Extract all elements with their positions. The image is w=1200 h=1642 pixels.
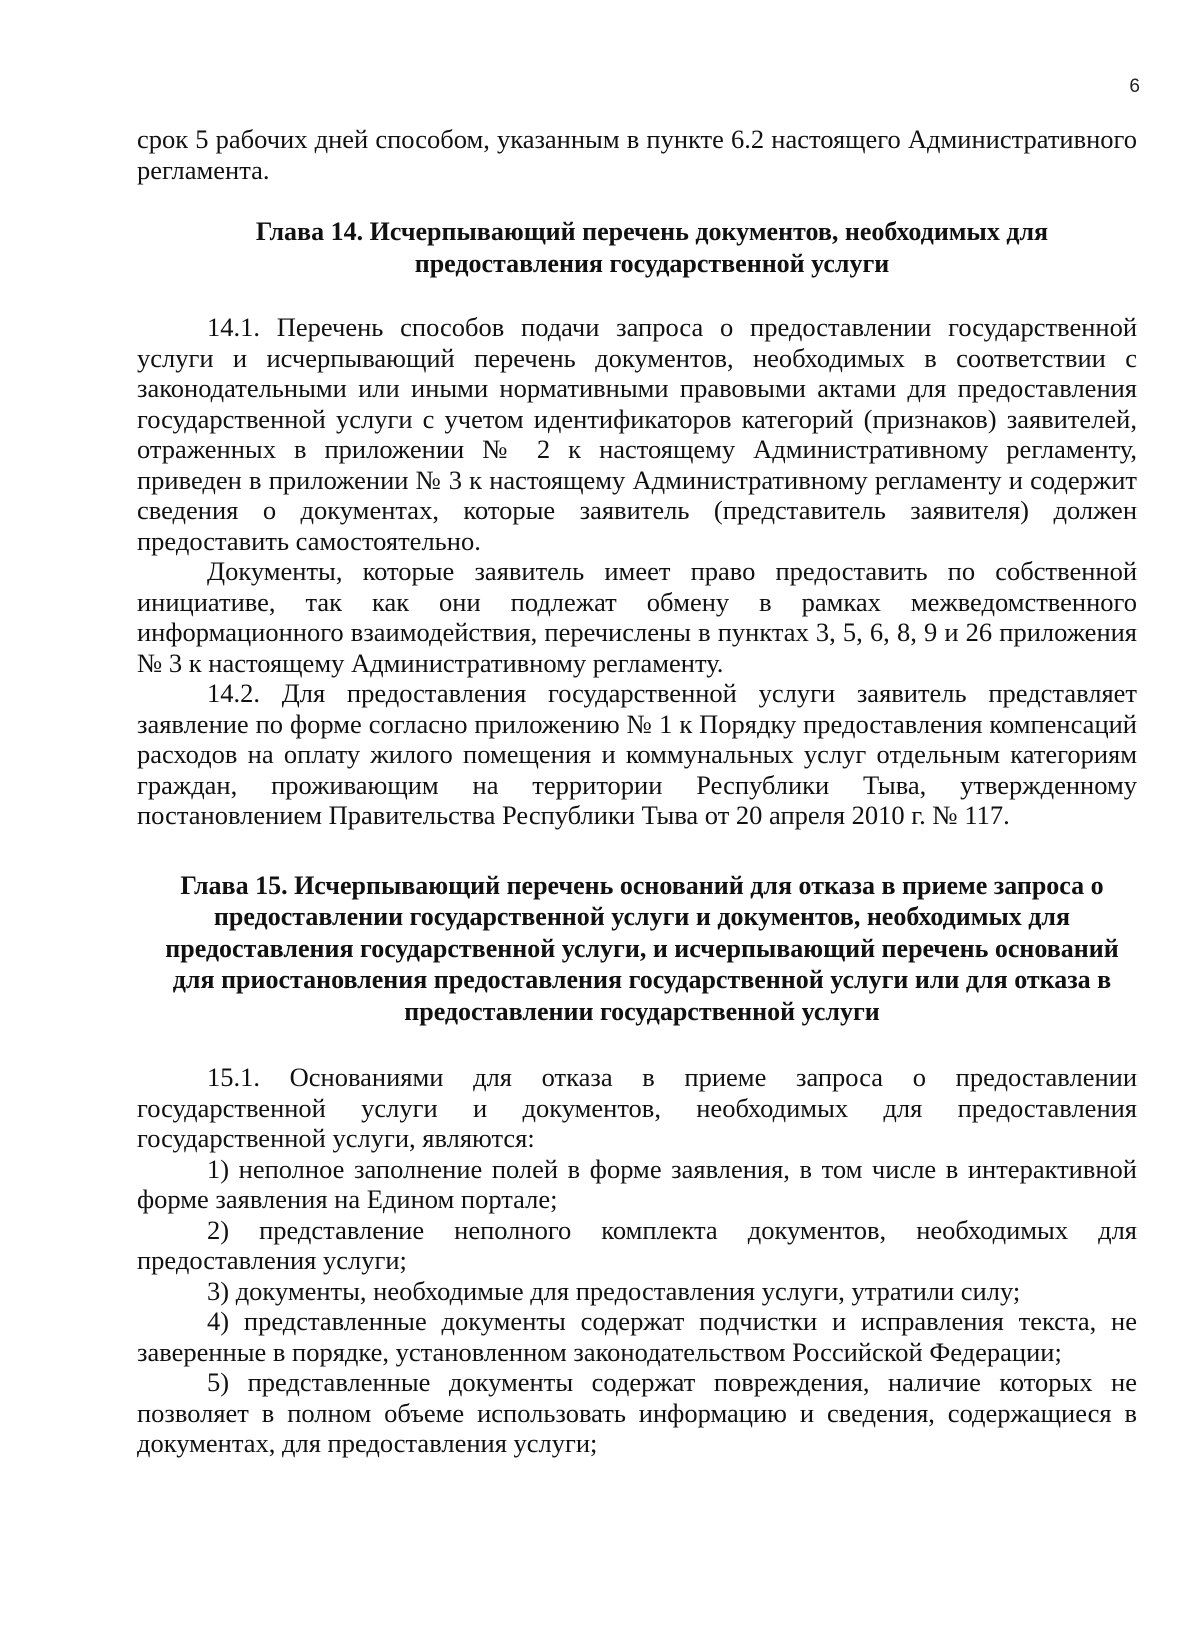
list-item-5: 5) представленные документы содержат повреждения, наличие которых не позволяет в полном объеме использовать информацию и сведения, содержащиеся в документах, для предоставления услуги; [137, 1367, 1137, 1458]
paragraph-14-1: 14.1. Перечень способов подачи запроса о предоставлении государственной услуги и исчерпывающий перечень документов, необходимых в соответствии с законодательными или иными нормативными правовыми актами для предоставления государственной услуги с учетом идентификаторов категорий (признаков) заявителей, отраженных в приложении № 2 к настоящему Административному регламенту, приведен в приложении № 3 к настоящему Административному регламенту и содержит сведения о документах, которые заявитель (представитель заявителя) должен предоставить самостоятельно. [137, 312, 1137, 556]
page-number: 6 [1129, 76, 1140, 97]
list-item-3: 3) документы, необходимые для предоставления услуги, утратили силу; [207, 1275, 1021, 1306]
paragraph-14-1-documents: Документы, которые заявитель имеет право предоставить по собственной инициативе, так как они подлежат обмену в рамках межведомственного информационного взаимодействия, перечислены в пунктах 3, 5, 6, 8, 9 и 26 приложения № 3 к настоящему Административному регламенту. [137, 556, 1137, 678]
paragraph-15-1: 15.1. Основаниями для отказа в приеме запроса о предоставлении государственной услуги и документов, необходимых для предоставления государственной услуги, являются: [137, 1062, 1137, 1153]
intro-paragraph: срок 5 рабочих дней способом, указанным в пункте 6.2 настоящего Административного регламента. [137, 124, 1137, 185]
paragraph-14-2: 14.2. Для предоставления государственной услуги заявитель представляет заявление по форме согласно приложению № 1 к Порядку предоставления компенсаций расходов на оплату жилого помещения и коммунальных услуг отдельным категориям граждан, проживающим на территории Республики Тыва, утвержденному постановлением Правительства Республики Тыва от 20 апреля 2010 г. № 117. [137, 678, 1137, 830]
list-item-4: 4) представленные документы содержат подчистки и исправления текста, не заверенные в порядке, установленном законодательством Российской Федерации; [137, 1306, 1137, 1367]
list-item-2: 2) представление неполного комплекта документов, необходимых для предоставления услуги; [137, 1214, 1137, 1275]
chapter-14-heading: Глава 14. Исчерпывающий перечень документов, необходимых для предоставления государственной услуги [255, 217, 1049, 278]
list-item-1: 1) неполное заполнение полей в форме заявления, в том числе в интерактивной форме заявления на Едином портале; [137, 1153, 1137, 1214]
page-content [137, 124, 1137, 1459]
chapter-15-heading: Глава 15. Исчерпывающий перечень оснований для отказа в приеме запроса о предоставлении государственной услуги и документов, необходимых для предоставления государственной услуги, и исчерпывающий перечень оснований для приостановления предоставления государственной услуги или для отказа в предоставлении государственной услуги [165, 870, 1119, 1026]
